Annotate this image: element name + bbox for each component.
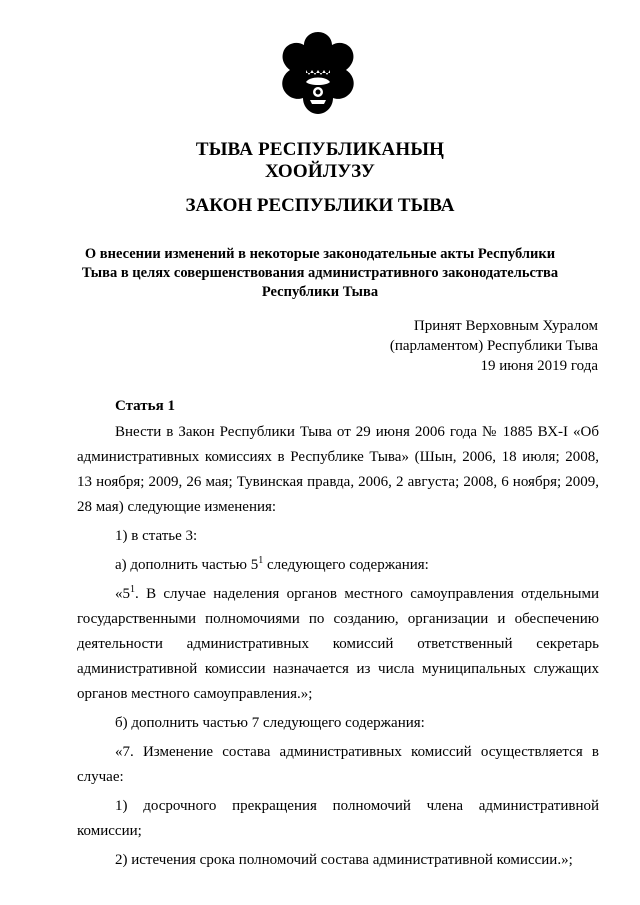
paragraph-item-1: 1) в статье 3:: [115, 528, 198, 544]
paragraph-item-b: б) дополнить частью 7 следующего содержания:: [115, 715, 425, 731]
paragraph-part-5-1: [77, 582, 599, 707]
law-subject-line: Тыва в целях совершенствования административного законодательства: [81, 265, 559, 281]
adoption-date: 19 июня 2019 года: [480, 358, 598, 374]
paragraph-text: а) дополнить частью 5: [115, 557, 259, 573]
superscript: 1: [130, 584, 135, 595]
republic-title-tuvan-line1: ТЫВА РЕСПУБЛИКАНЫҢ: [195, 139, 445, 160]
paragraph-text: . В случае наделения органов местного самоуправления отдельными государственными полномочиями по созданию, организации и обеспечению деятельности административных комиссий ответственный секретарь административной комиссии назначается из числа муниципальных служащих органов местного самоуправления.»;: [77, 586, 599, 702]
article-heading: Статья 1: [115, 398, 175, 414]
adoption-note-line: (парламентом) Республики Тыва: [389, 338, 598, 354]
superscript: 1: [258, 555, 264, 566]
adoption-note: [390, 316, 598, 376]
paragraph-text: следующего содержания:: [263, 557, 429, 573]
paragraph-text: «5: [115, 586, 130, 602]
law-title: ЗАКОН РЕСПУБЛИКИ ТЫВА: [185, 195, 455, 216]
adoption-note-line: Принят Верховным Хуралом: [413, 318, 598, 334]
paragraph-subitem-2: 2) истечения срока полномочий состава административной комиссии.»;: [115, 852, 573, 868]
paragraph-intro: Внести в Закон Республики Тыва от 29 июня 2006 года № 1885 ВХ-I «Об административных комиссиях в Республике Тыва» (Шын, 2006, 18 июля; 2008, 13 ноября; 2009, 26 мая; Тувинская правда, 2006, 2 августа; 2008, 6 ноября; 2009, 28 мая) следующие изменения:: [77, 424, 599, 515]
law-subject-line: Республики Тыва: [261, 284, 379, 300]
republic-title-tuvan-line2: ХООЙЛУЗУ: [264, 161, 376, 182]
coat-of-arms-emblem: [276, 30, 360, 116]
law-subject: [80, 245, 560, 302]
article-body: [77, 420, 599, 873]
law-subject-line: О внесении изменений в некоторые законодательные акты Республики: [84, 246, 556, 262]
paragraph-subitem-1: 1) досрочного прекращения полномочий члена административной комиссии;: [77, 798, 599, 839]
paragraph-item-a: [77, 553, 599, 578]
paragraph-part-7: «7. Изменение состава административных комиссий осуществляется в случае:: [77, 744, 599, 785]
